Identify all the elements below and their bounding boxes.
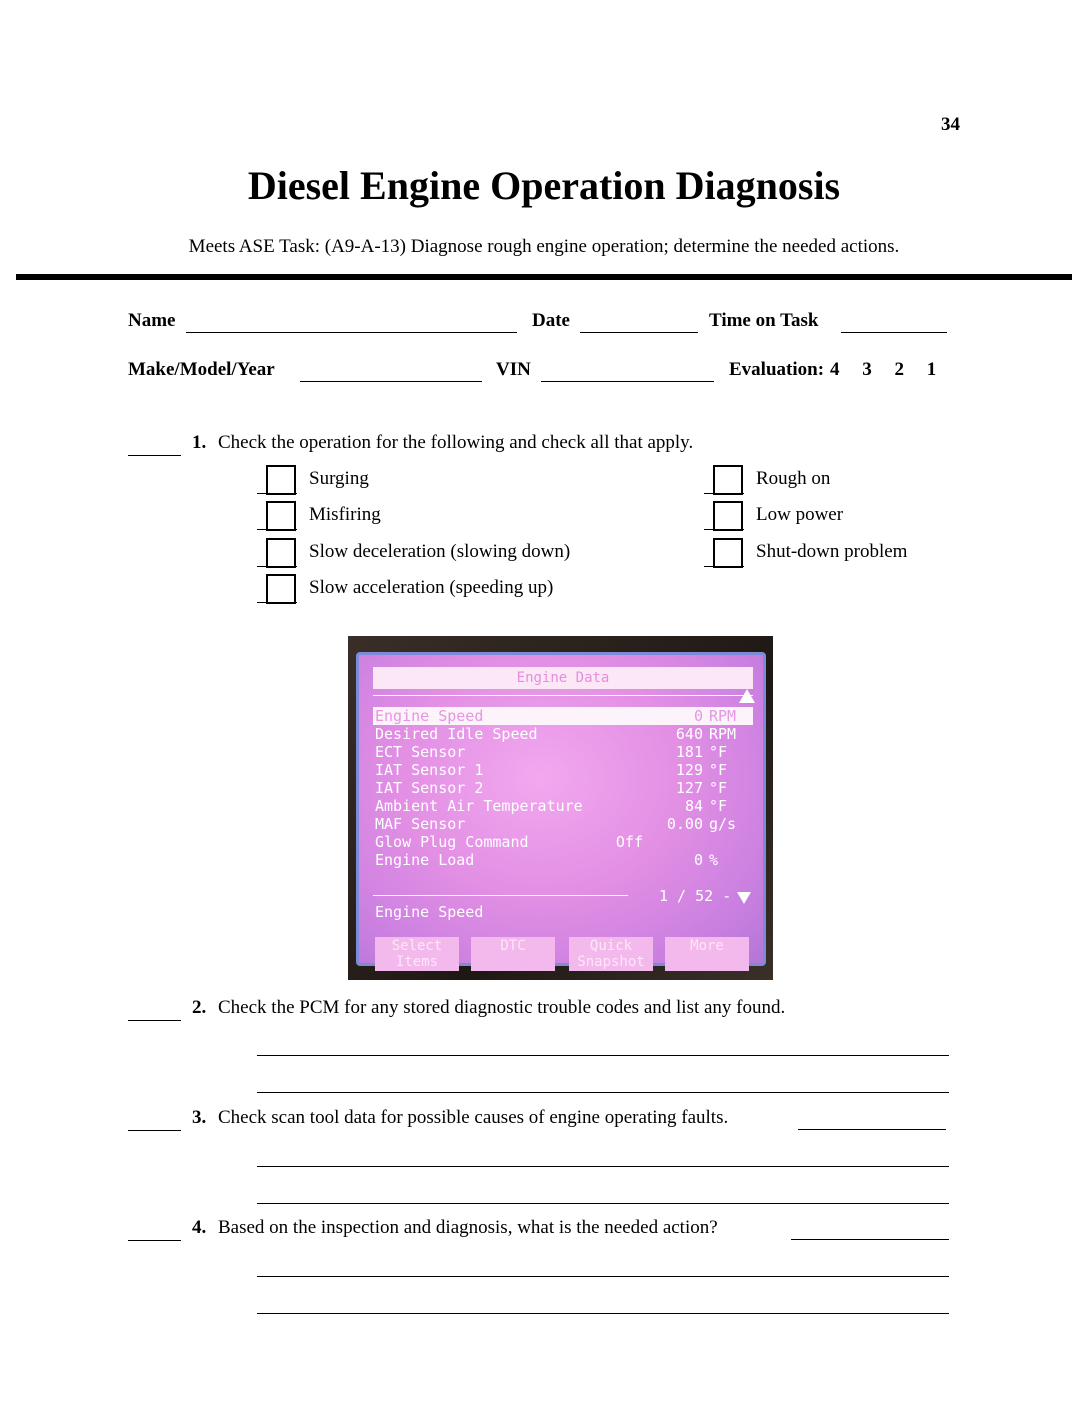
- time-on-task-label: Time on Task: [709, 310, 819, 331]
- softkey-label: Select: [391, 938, 443, 954]
- evaluation-label: Evaluation:: [729, 359, 825, 380]
- q2-number: 2.: [192, 997, 207, 1018]
- page-title: Diesel Engine Operation Diagnosis: [247, 163, 841, 208]
- pid-name: MAF Sensor: [375, 815, 466, 833]
- ase-task-subtitle: Meets ASE Task: (A9-A-13) Diagnose rough engine operation; determine the needed actions.: [188, 236, 900, 257]
- q4-answer-line[interactable]: [257, 1313, 949, 1314]
- evaluation-scale: [830, 359, 936, 381]
- scroll-up-icon: [739, 689, 755, 703]
- checkbox-box[interactable]: [713, 538, 743, 568]
- pid-name: Desired Idle Speed: [375, 725, 538, 743]
- pid-value: 640: [675, 725, 703, 743]
- checkbox-box[interactable]: [713, 465, 743, 495]
- pid-unit: RPM: [709, 707, 737, 725]
- scan-data-row: [373, 815, 753, 833]
- pid-unit: °F: [709, 797, 728, 815]
- softkey-label: Snapshot: [577, 954, 645, 970]
- evaluation-option[interactable]: 1: [926, 359, 937, 380]
- scan-data-row: [373, 725, 753, 743]
- softkey-label: More: [690, 938, 724, 954]
- q4-answer-line[interactable]: [257, 1276, 949, 1277]
- evaluation-option[interactable]: 4: [830, 359, 840, 380]
- checkbox-box[interactable]: [266, 574, 296, 604]
- pid-name: Engine Load: [375, 851, 475, 869]
- scan-tool-screen: [356, 652, 766, 970]
- scan-screen-divider: [373, 695, 753, 696]
- vin-label: VIN: [496, 359, 531, 380]
- q3-number: 3.: [192, 1107, 207, 1128]
- pid-unit: °F: [709, 761, 728, 779]
- q1-text: Check the operation for the following and check all that apply.: [218, 432, 694, 453]
- softkey-select-items[interactable]: [375, 937, 459, 971]
- pid-name: IAT Sensor 2: [375, 779, 484, 797]
- pid-unit: RPM: [709, 725, 737, 743]
- pid-name: Ambient Air Temperature: [375, 797, 583, 815]
- q3-answer-line[interactable]: [257, 1203, 949, 1204]
- q3-answer-line[interactable]: [798, 1129, 946, 1130]
- name-field[interactable]: [186, 332, 517, 333]
- evaluation-option[interactable]: 2: [894, 359, 904, 380]
- q2-answer-line[interactable]: [257, 1092, 949, 1093]
- pid-value: 84: [684, 797, 703, 815]
- pid-value: 0: [693, 707, 703, 725]
- scan-screen-title: Engine Data: [373, 667, 753, 689]
- checkbox-label: Misfiring: [309, 504, 381, 525]
- selected-pid-label: Engine Speed: [375, 903, 484, 921]
- pid-name: Engine Speed: [375, 707, 484, 725]
- checkbox-label: Rough on: [756, 468, 831, 489]
- pid-unit: °F: [709, 743, 728, 761]
- softkey-quick-snapshot[interactable]: [569, 937, 653, 971]
- scan-data-row: [373, 707, 753, 725]
- scan-data-row: [373, 851, 753, 869]
- q1-score-blank[interactable]: [128, 455, 181, 456]
- scroll-down-icon[interactable]: [737, 892, 751, 904]
- make-model-year-field[interactable]: [300, 381, 482, 382]
- scan-data-row: [373, 797, 753, 815]
- scan-data-row: [373, 761, 753, 779]
- checkbox-label: Slow deceleration (slowing down): [309, 541, 571, 562]
- pid-value: 0.00: [666, 815, 703, 833]
- checkbox-box[interactable]: [266, 465, 296, 495]
- q4-score-blank[interactable]: [128, 1240, 181, 1241]
- pid-unit: °F: [709, 779, 728, 797]
- pid-value: Off: [615, 833, 643, 851]
- vin-field[interactable]: [541, 381, 714, 382]
- pid-name: ECT Sensor: [375, 743, 466, 761]
- make-model-year-label: Make/Model/Year: [128, 359, 275, 380]
- checkbox-label: Surging: [309, 468, 369, 489]
- pid-value: 129: [675, 761, 703, 779]
- q4-text: Based on the inspection and diagnosis, what is the needed action?: [218, 1217, 718, 1238]
- page-indicator: 1 / 52 -: [659, 887, 732, 905]
- checkbox-label: Shut-down problem: [756, 541, 908, 562]
- date-label: Date: [532, 310, 570, 331]
- date-field[interactable]: [580, 332, 698, 333]
- softkey-label: Quick: [589, 938, 633, 954]
- q2-text: Check the PCM for any stored diagnostic trouble codes and list any found.: [218, 997, 786, 1018]
- q2-answer-line[interactable]: [257, 1055, 949, 1056]
- scan-tool-photo: [348, 636, 773, 980]
- pid-value: 181: [675, 743, 703, 761]
- scan-screen-divider: [373, 895, 628, 896]
- pid-value: 0: [693, 851, 703, 869]
- softkey-label: DTC: [500, 938, 526, 954]
- scan-data-row: [373, 833, 753, 851]
- pid-unit: %: [709, 851, 719, 869]
- checkbox-label: Slow acceleration (speeding up): [309, 577, 554, 598]
- pid-unit: g/s: [709, 815, 737, 833]
- checkbox-label: Low power: [756, 504, 844, 525]
- q4-answer-line[interactable]: [791, 1239, 949, 1240]
- pid-name: Glow Plug Command: [375, 833, 529, 851]
- header-divider: [16, 274, 1072, 280]
- q3-answer-line[interactable]: [257, 1166, 949, 1167]
- student-info-row: [128, 310, 968, 336]
- pid-name: IAT Sensor 1: [375, 761, 484, 779]
- page-number: 34: [941, 114, 960, 135]
- softkey-label: Items: [395, 954, 439, 970]
- q1-number: 1.: [192, 432, 207, 453]
- vehicle-info-row: [128, 359, 968, 385]
- scan-data-row: [373, 743, 753, 761]
- q3-score-blank[interactable]: [128, 1130, 181, 1131]
- q3-text: Check scan tool data for possible causes of engine operating faults.: [218, 1107, 729, 1128]
- scan-data-row: [373, 779, 753, 797]
- checkbox-box[interactable]: [713, 501, 743, 531]
- time-on-task-field[interactable]: [841, 332, 947, 333]
- checkbox-box[interactable]: [266, 501, 296, 531]
- q2-score-blank[interactable]: [128, 1020, 181, 1021]
- q4-number: 4.: [192, 1217, 207, 1238]
- checkbox-box[interactable]: [266, 538, 296, 568]
- name-label: Name: [128, 310, 176, 331]
- pid-value: 127: [675, 779, 703, 797]
- evaluation-option[interactable]: 3: [862, 359, 872, 380]
- softkey-dtc[interactable]: [471, 937, 555, 971]
- softkey-more[interactable]: [665, 937, 749, 971]
